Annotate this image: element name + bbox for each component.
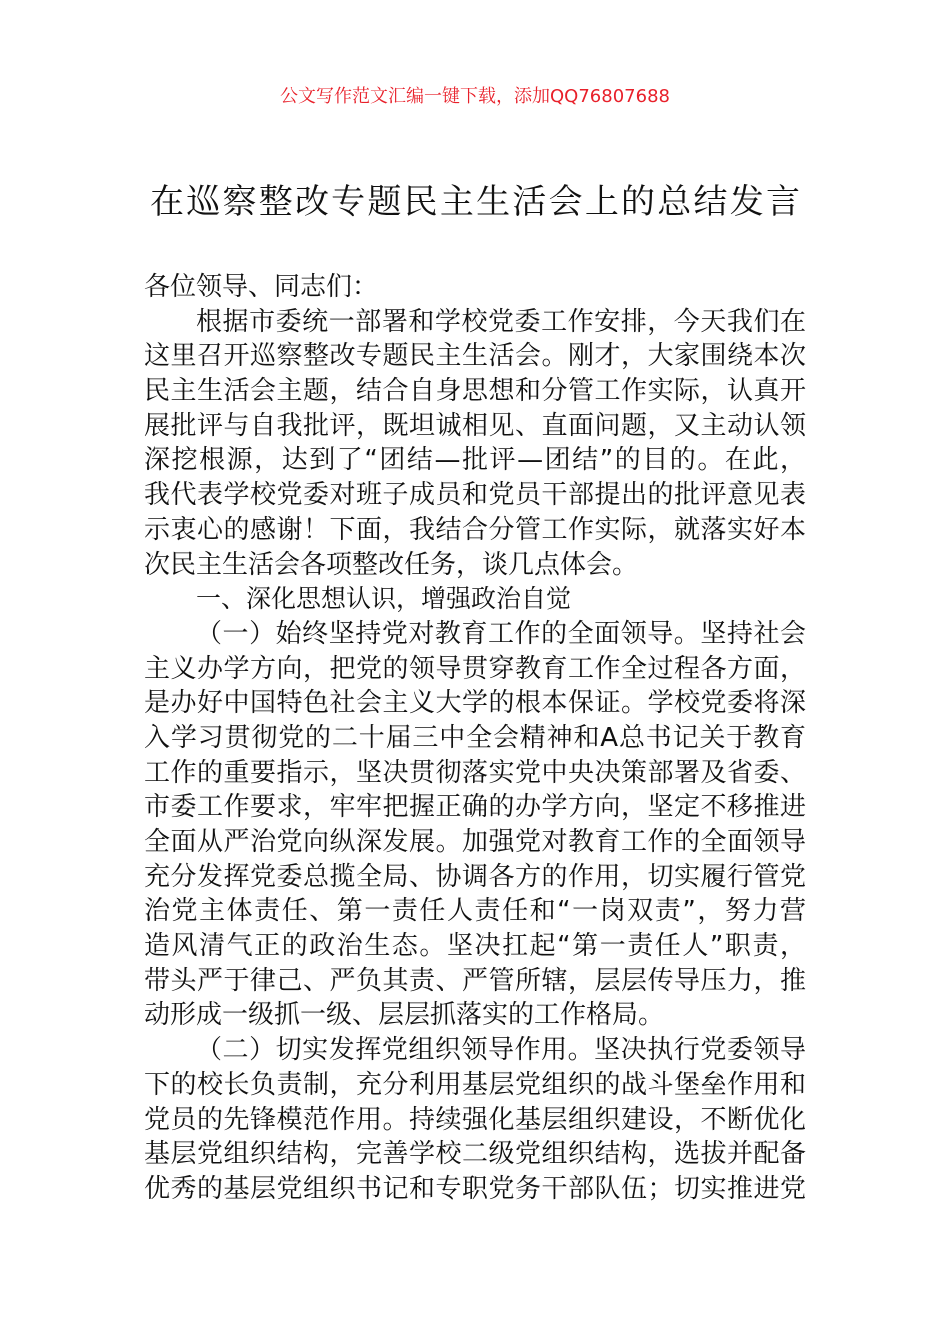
text-line: 我代表学校党委对班子成员和党员干部提出的批评意见表	[144, 480, 806, 511]
watermark-download-notice: 公文写作范文汇编一键下载，添加QQ76807688	[280, 86, 670, 107]
document-body	[144, 270, 806, 1207]
text-line: 示衷心的感谢！下面，我结合分管工作实际，就落实好本	[144, 514, 806, 545]
text-line: 是办好中国特色社会主义大学的根本保证。学校党委将深	[144, 688, 806, 719]
paragraph	[144, 1033, 806, 1206]
text-line: 深挖根源，达到了“团结—批评—团结”的目的。在此，	[144, 445, 806, 476]
text-line: 主义办学方向，把党的领导贯穿教育工作全过程各方面，	[144, 653, 806, 684]
text-line: 带头严于律己、严负其责、严管所辖，层层传导压力，推	[144, 965, 806, 996]
text-line: 各位领导、同志们：	[144, 272, 379, 302]
text-line: 治党主体责任、第一责任人责任和“一岗双责”，努力营	[144, 896, 806, 927]
text-line: 动形成一级抓一级、层层抓落实的工作格局。	[144, 1000, 665, 1031]
text-line: 这里召开巡察整改专题民主生活会。刚才，大家围绕本次	[144, 341, 806, 372]
text-line: 一、深化思想认识，增强政治自觉	[196, 584, 572, 614]
text-line: 根据市委统一部署和学校党委工作安排，今天我们在	[196, 306, 806, 337]
text-line: 工作的重要指示，坚决贯彻落实党中央决策部署及省委、	[144, 757, 806, 788]
text-line: （一）始终坚持党对教育工作的全面领导。坚持社会	[196, 618, 806, 649]
text-line: 基层党组织结构，完善学校二级党组织结构，选拔并配备	[144, 1139, 806, 1170]
text-line: 市委工作要求，牢牢把握正确的办学方向，坚定不移推进	[144, 792, 806, 823]
text-line: 全面从严治党向纵深发展。加强党对教育工作的全面领导	[144, 827, 806, 857]
text-line: 次民主生活会各项整改任务，谈几点体会。	[144, 549, 639, 580]
text-line: 民主生活会主题，结合自身思想和分管工作实际，认真开	[144, 376, 806, 407]
paragraph	[144, 617, 806, 1033]
section-heading	[144, 582, 806, 617]
text-line: 展批评与自我批评，既坦诚相见、直面问题，又主动认领	[144, 410, 806, 441]
text-line: 造风清气正的政治生态。坚决扛起“第一责任人”职责，	[144, 931, 806, 962]
text-line: 下的校长负责制，充分利用基层党组织的战斗堡垒作用和	[144, 1069, 806, 1100]
text-line: 优秀的基层党组织书记和专职党务干部队伍；切实推进党	[144, 1173, 806, 1204]
paragraph	[144, 305, 806, 583]
text-line: （二）切实发挥党组织领导作用。坚决执行党委领导	[196, 1035, 806, 1066]
text-line: 党员的先锋模范作用。持续强化基层组织建设，不断优化	[144, 1104, 806, 1135]
text-line: 入学习贯彻党的二十届三中全会精神和A总书记关于教育	[144, 722, 806, 753]
document-title: 在巡察整改专题民主生活会上的总结发言	[150, 182, 800, 222]
text-line: 充分发挥党委总揽全局、协调各方的作用，切实履行管党	[144, 861, 806, 892]
salutation	[144, 270, 806, 305]
